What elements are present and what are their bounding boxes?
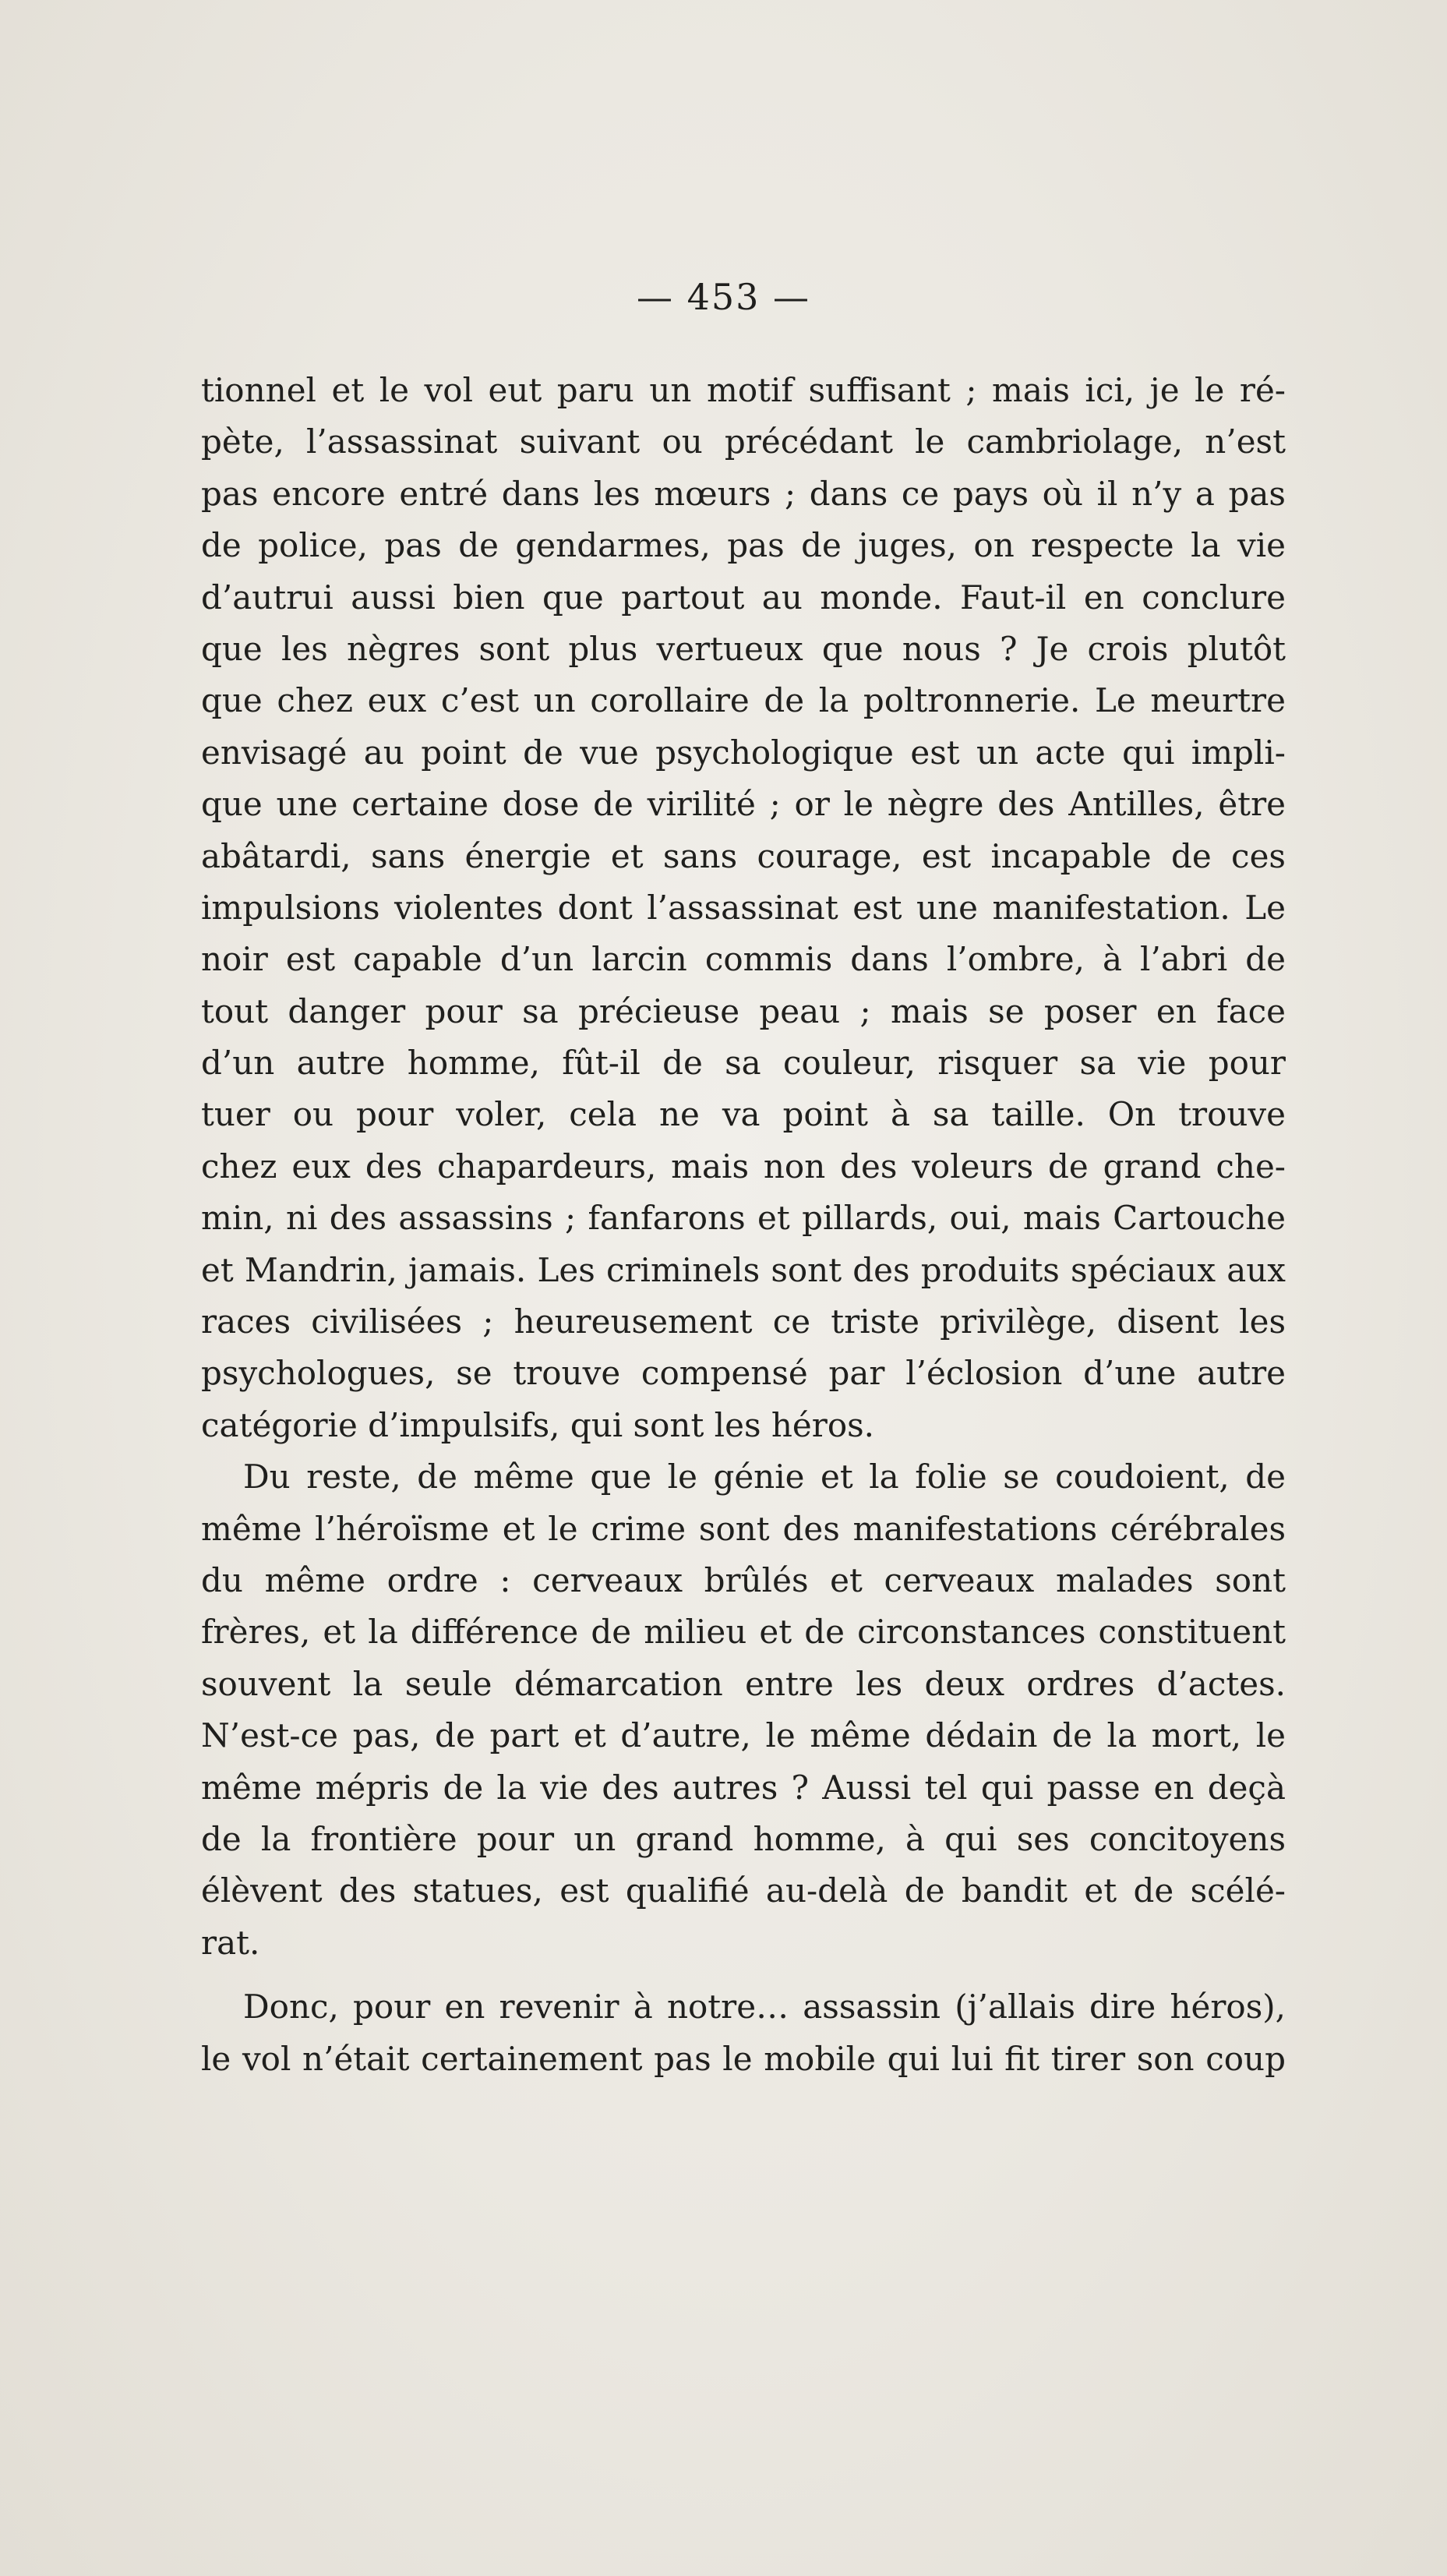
page-number: — 453 — bbox=[636, 276, 811, 318]
text-line: d’un autre homme, fût-il de sa couleur, risquer sa vie pour bbox=[201, 1044, 1286, 1083]
text-line: impulsions violentes dont l’assassinat est une manifestation. Le bbox=[201, 888, 1286, 927]
text-line: Du reste, de même que le génie et la folie se coudoient, de bbox=[243, 1458, 1286, 1496]
text-line: chez eux des chapardeurs, mais non des voleurs de grand che- bbox=[201, 1147, 1286, 1186]
text-line: psychologues, se trouve compensé par l’éclosion d’une autre bbox=[201, 1354, 1286, 1393]
text-line: même l’héroïsme et le crime sont des manifestations cérébrales bbox=[201, 1509, 1286, 1548]
paragraph-1 bbox=[201, 365, 1286, 1451]
body-text bbox=[201, 365, 1286, 2085]
text-line: du même ordre : cerveaux brûlés et cerveaux malades sont bbox=[201, 1560, 1286, 1599]
paragraph-gap bbox=[201, 1969, 1286, 1981]
text-line: tuer ou pour voler, cela ne va point à sa taille. On trouve bbox=[201, 1095, 1286, 1134]
paragraph-3 bbox=[201, 1981, 1286, 2085]
text-line: de police, pas de gendarmes, pas de juges, on respecte la vie bbox=[201, 526, 1286, 565]
text-line: pas encore entré dans les mœurs ; dans ce pays où il n’y a pas bbox=[201, 474, 1286, 513]
text-line: que chez eux c’est un corollaire de la poltronnerie. Le meurtre bbox=[201, 681, 1286, 720]
text-line: N’est-ce pas, de part et d’autre, le même dédain de la mort, le bbox=[201, 1716, 1286, 1755]
text-line: noir est capable d’un larcin commis dans l’ombre, à l’abri de bbox=[201, 940, 1286, 979]
text-line: catégorie d’impulsifs, qui sont les héros. bbox=[201, 1405, 875, 1444]
text-line: que les nègres sont plus vertueux que nous ? Je crois plutôt bbox=[201, 629, 1286, 668]
text-line: et Mandrin, jamais. Les criminels sont des produits spéciaux aux bbox=[201, 1250, 1286, 1289]
text-line: Donc, pour en revenir à notre… assassin (j’allais dire héros), bbox=[243, 1988, 1286, 2027]
text-line: rat. bbox=[201, 1923, 260, 1962]
text-line: envisagé au point de vue psychologique est un acte qui impli- bbox=[201, 733, 1286, 772]
text-line: souvent la seule démarcation entre les deux ordres d’actes. bbox=[201, 1664, 1286, 1703]
text-line: d’autrui aussi bien que partout au monde. Faut-il en conclure bbox=[201, 578, 1286, 617]
text-line: que une certaine dose de virilité ; or le nègre des Antilles, être bbox=[201, 785, 1286, 824]
text-line: abâtardi, sans énergie et sans courage, est incapable de ces bbox=[201, 836, 1286, 875]
text-line: frères, et la différence de milieu et de circonstances constituent bbox=[201, 1613, 1286, 1652]
paragraph-2 bbox=[201, 1451, 1286, 1969]
text-line: tionnel et le vol eut paru un motif suffisant ; mais ici, je le ré- bbox=[201, 371, 1286, 409]
text-line: tout danger pour sa précieuse peau ; mais se poser en face bbox=[201, 991, 1286, 1030]
text-line: min, ni des assassins ; fanfarons et pillards, oui, mais Cartouche bbox=[201, 1199, 1286, 1238]
text-line: pète, l’assassinat suivant ou précédant le cambriolage, n’est bbox=[201, 422, 1286, 461]
text-line: élèvent des statues, est qualifié au-delà de bandit et de scélé- bbox=[201, 1871, 1286, 1910]
text-line: le vol n’était certainement pas le mobile qui lui fit tirer son coup bbox=[201, 2039, 1286, 2078]
text-line: même mépris de la vie des autres ? Aussi tel qui passe en deçà bbox=[201, 1768, 1286, 1807]
text-line: de la frontière pour un grand homme, à qui ses concitoyens bbox=[201, 1819, 1286, 1858]
text-line: races civilisées ; heureusement ce triste privilège, disent les bbox=[201, 1302, 1286, 1341]
